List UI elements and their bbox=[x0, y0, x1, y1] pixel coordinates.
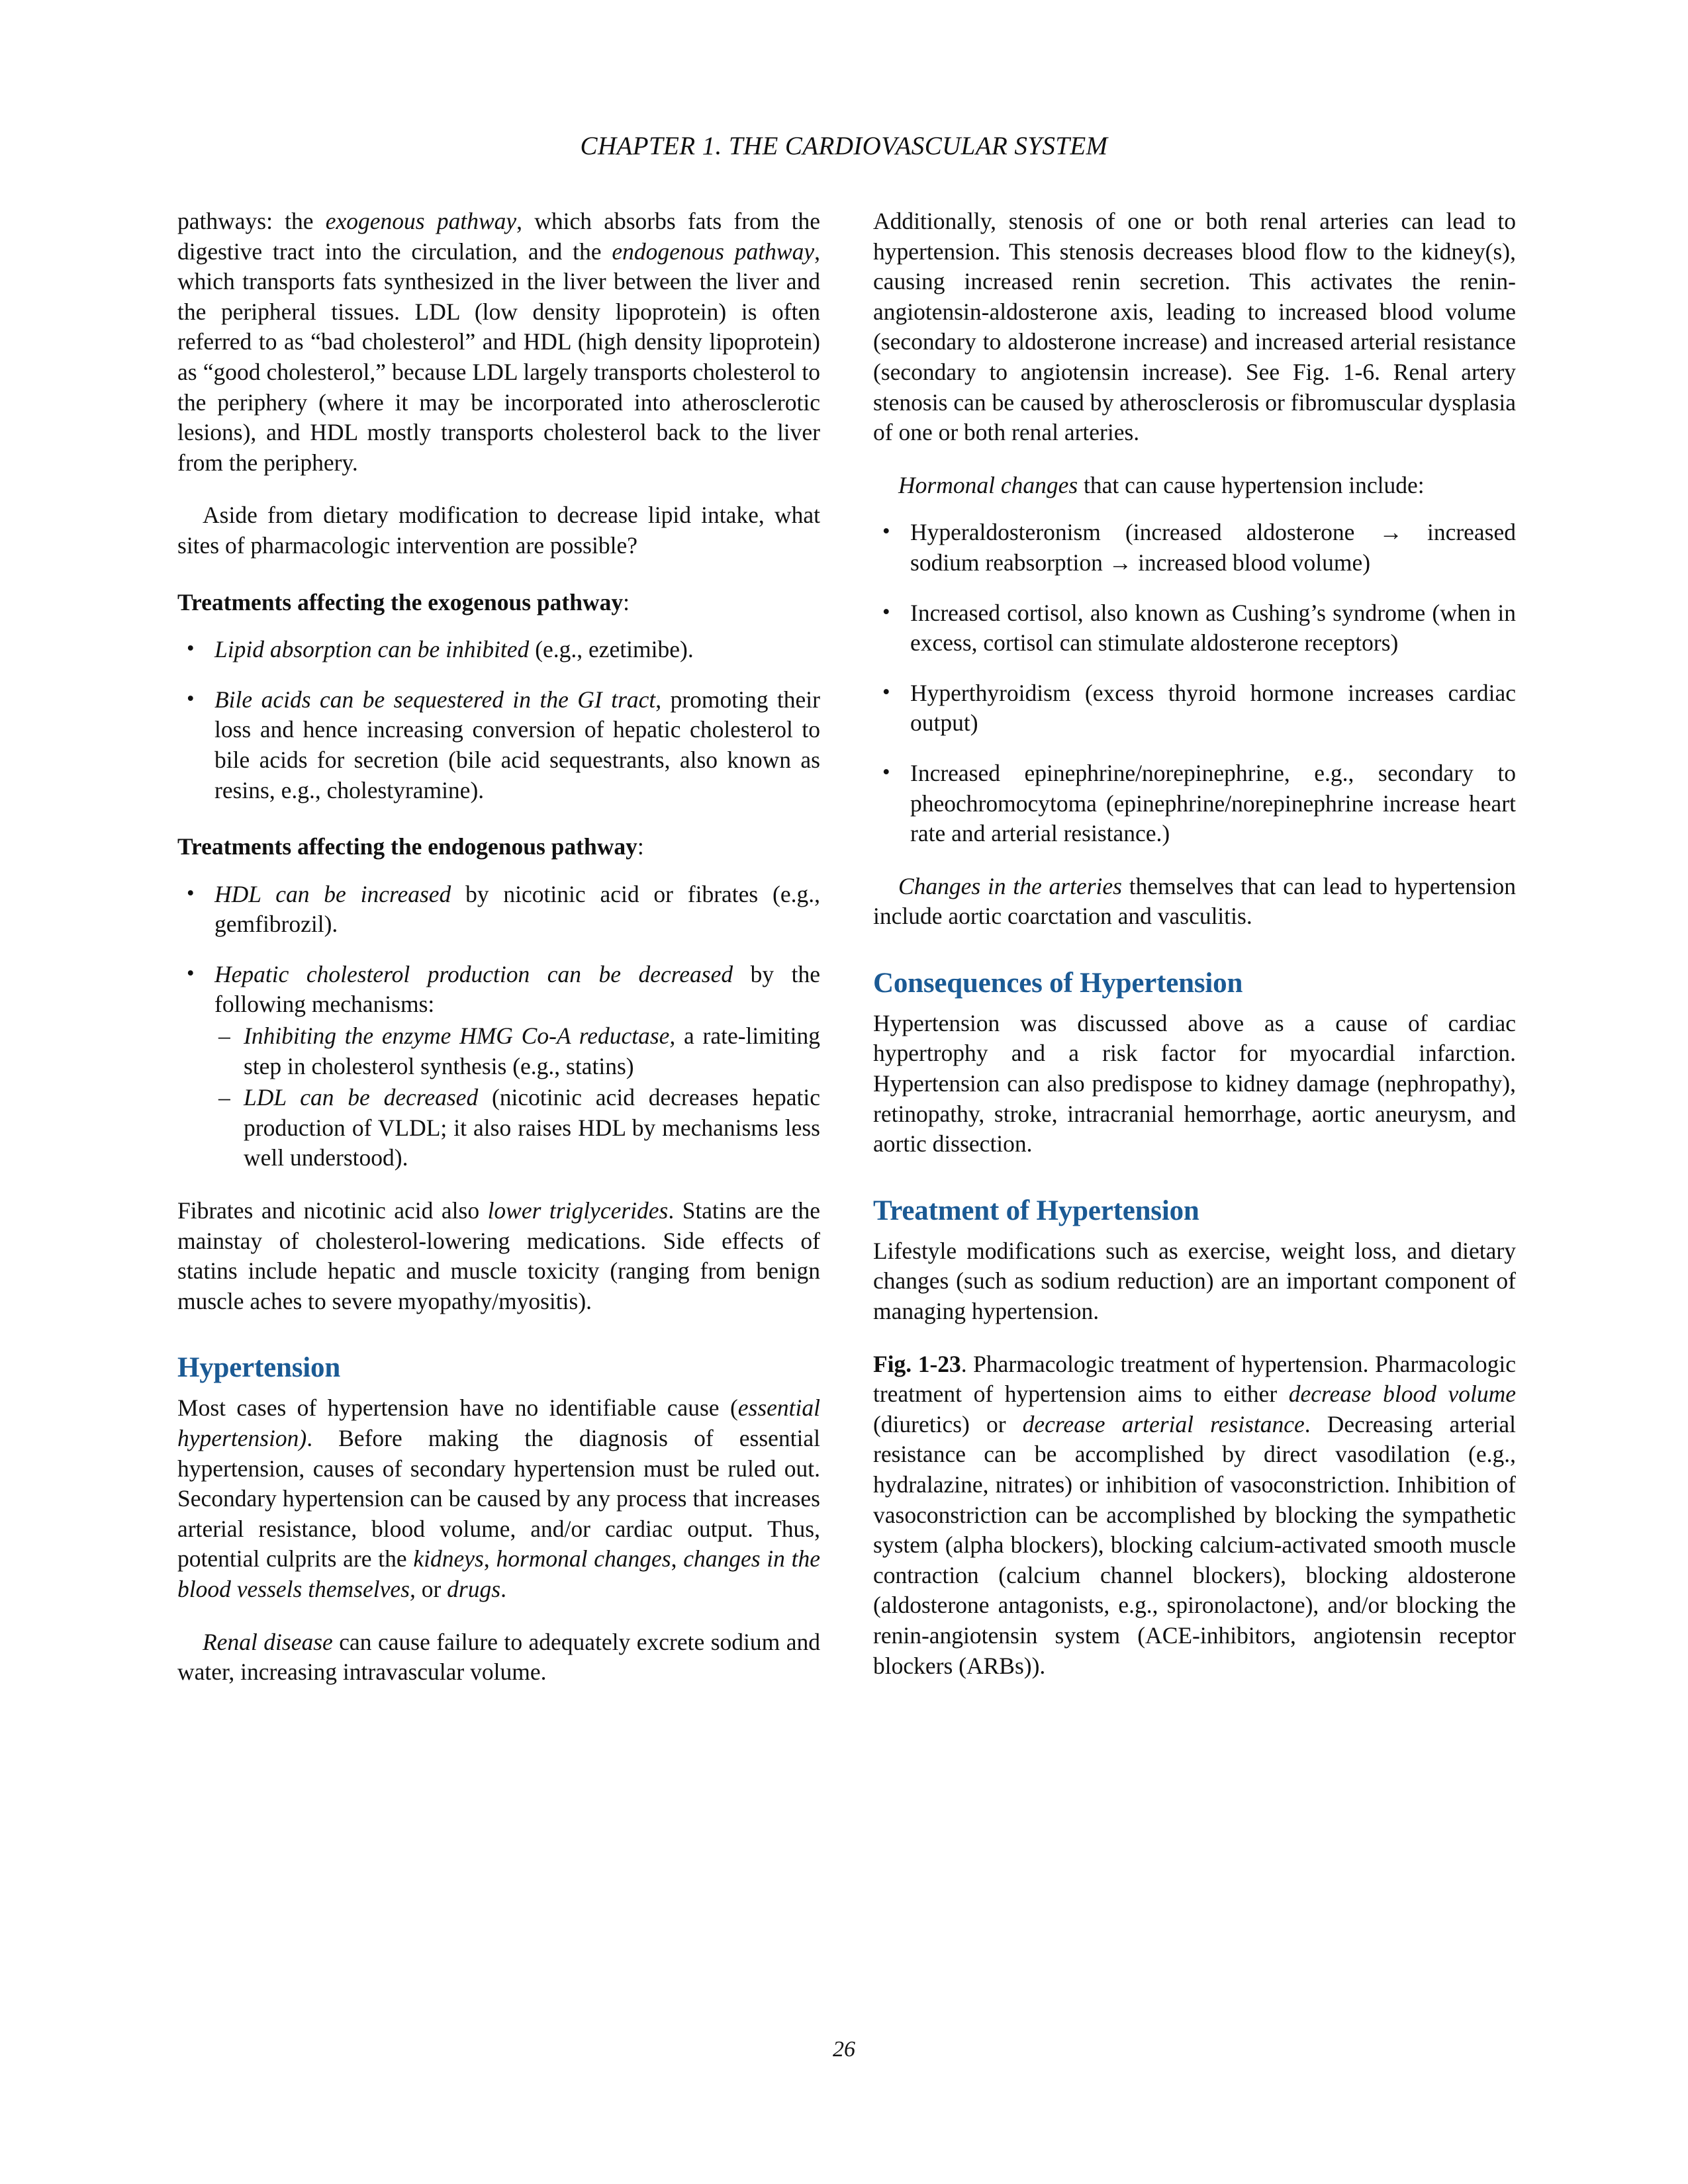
text-run: . Pharmacologic treatment of hypertension. Pharmacologic treatment of hypertension aims to either bbox=[873, 1350, 1517, 1408]
bullet-list-hormonal-causes bbox=[873, 518, 1516, 848]
italic-run: decrease arterial resistance bbox=[1022, 1410, 1305, 1437]
italic-run: LDL can be decreased bbox=[244, 1084, 479, 1111]
running-head: CHAPTER 1. THE CARDIOVASCULAR SYSTEM bbox=[580, 132, 1108, 160]
list-item: • Hyperaldosteronism (increased aldosterone → increased sodium reabsorption → increased blood volume) bbox=[873, 518, 1516, 578]
italic-run: Hormonal changes bbox=[898, 471, 1078, 498]
list-item: • Increased cortisol, also known as Cushing’s syndrome (when in excess, cortisol can stimulate aldosterone receptors) bbox=[873, 598, 1516, 659]
text-run: that can cause hypertension include: bbox=[1078, 471, 1425, 498]
paragraph-renal-stenosis: Additionally, stenosis of one or both renal arteries can lead to hypertension. This stenosis decreases blood flow to the kidney(s), causing increased renin secretion. This activates the renin-angiotensin-aldosterone axis, leading to increased blood volume (secondary to aldosterone increase) and increased arterial resistance (secondary to angiotensin increase). See Fig. 1-6. Renal artery stenosis can be caused by atherosclerosis or fibromuscular dysplasia of one or both renal arteries. bbox=[873, 208, 1516, 446]
text-run: . Decreasing arterial resistance can be accomplished by direct vasodilation (e.g., hydralazine, nitrates) or inhibition of vasoconstriction. Inhibition of vasoconstriction can be accomplished by blocking the sympathetic system (alpha blockers), blocking calcium-activated smooth muscle contraction (calcium channel blockers), blocking aldosterone (aldosterone antagonists, e.g., spironolactone), and/or blocking the renin-angiotensin system (ACE-inhibitors, angiotensin receptor blockers (ARBs)). bbox=[873, 1410, 1516, 1679]
text-run: by the following mechanisms: bbox=[214, 960, 820, 1018]
paragraph-renal-disease bbox=[177, 1627, 820, 1688]
italic-run: Bile acids can be sequestered in the GI tract bbox=[214, 686, 656, 713]
list-item bbox=[177, 635, 820, 665]
lead-bold: Treatments affecting the exogenous pathway bbox=[177, 588, 624, 615]
sub-list-item bbox=[214, 1083, 820, 1173]
lead-tail: : bbox=[637, 833, 644, 860]
text-run: . bbox=[500, 1575, 506, 1602]
text-run: , bbox=[671, 1545, 684, 1572]
bullet-list-exogenous bbox=[177, 635, 820, 805]
lead-treatments-exogenous bbox=[177, 588, 820, 618]
italic-run: lower triglycerides bbox=[487, 1197, 669, 1224]
paragraph-fibrates bbox=[177, 1196, 820, 1316]
paragraph-hormonal-changes bbox=[873, 471, 1516, 501]
text-run: , promoting their loss and hence increasing conversion of hepatic cholesterol to bile acids for secretion (bile acid sequestrants, also known as resins, e.g., cholestyramine). bbox=[214, 686, 820, 803]
lead-bold: Treatments affecting the endogenous pathway bbox=[177, 833, 637, 860]
text-run: by nicotinic acid or fibrates (e.g., gemfibrozil). bbox=[214, 880, 820, 938]
italic-run: exogenous pathway bbox=[325, 208, 517, 234]
section-heading-consequences: Consequences of Hypertension bbox=[873, 967, 1243, 999]
two-column-body bbox=[177, 206, 1516, 1688]
italic-run: kidneys bbox=[413, 1545, 484, 1572]
bullet-list-endogenous bbox=[177, 880, 820, 1173]
lead-tail: : bbox=[623, 588, 630, 615]
paragraph-aside: Aside from dietary modification to decrease lipid intake, what sites of pharmacologic intervention are possible? bbox=[177, 502, 820, 559]
list-item bbox=[177, 880, 820, 940]
text-run: or bbox=[415, 1575, 447, 1602]
section-heading-hypertension: Hypertension bbox=[177, 1352, 341, 1384]
text-run: a rate-limiting step in cholesterol synthesis (e.g., statins) bbox=[244, 1023, 820, 1079]
text-run: , which transports fats synthesized in the liver between the liver and the peripheral tissues. LDL (low density lipoprotein) is often referred to as “bad cholesterol” and HDL (high density lipoprotein) as “good cholesterol,” because LDL largely transports cholesterol to the periphery (where it may be incorporated into atherosclerotic lesions), and HDL mostly transports cholesterol back to the liver from the periphery. bbox=[177, 238, 820, 476]
paragraph-hypertension-causes bbox=[177, 1393, 820, 1604]
sub-list-item bbox=[214, 1021, 820, 1081]
text-run: pathways: the bbox=[177, 208, 326, 234]
italic-run: Inhibiting the enzyme HMG Co-A reductase, bbox=[244, 1023, 676, 1050]
text-run: . Statins are the mainstay of cholesterol-lowering medications. Side effects of statins include hepatic and muscle toxicity (ranging from benign muscle aches to severe myopathy/myositis). bbox=[177, 1197, 821, 1314]
italic-run: Lipid absorption can be inhibited bbox=[214, 636, 530, 663]
italic-run: changes in the blood vessels themselves, bbox=[177, 1545, 821, 1602]
paragraph-consequences: Hypertension was discussed above as a cause of cardiac hypertrophy and a risk factor for myocardial infarction. Hypertension can also predispose to kidney damage (nephropathy), retinopathy, stroke, intracranial hemorrhage, aortic aneurysm, and aortic dissection. bbox=[873, 1009, 1516, 1158]
italic-run: decrease blood volume bbox=[1288, 1381, 1516, 1408]
list-item: • Increased epinephrine/norepinephrine, e.g., secondary to pheochromocytoma (epinephrine/norepinephrine increase heart rate and arterial resistance.) bbox=[873, 758, 1516, 849]
page-number: 26 bbox=[833, 2037, 855, 2062]
section-heading-treatment: Treatment of Hypertension bbox=[873, 1195, 1199, 1226]
italic-run: endogenous pathway bbox=[612, 238, 815, 265]
italic-run: HDL can be increased bbox=[214, 880, 451, 907]
paragraph-figure-caption bbox=[873, 1349, 1516, 1682]
left-column bbox=[177, 206, 820, 1688]
italic-run: Changes in the arteries bbox=[898, 872, 1122, 899]
italic-run: hormonal changes bbox=[496, 1545, 671, 1572]
sub-list-mechanisms bbox=[214, 1021, 820, 1173]
right-column bbox=[873, 206, 1516, 1681]
text-run: themselves that can lead to hypertension include aortic coarctation and vasculitis. bbox=[873, 872, 1516, 930]
italic-run: drugs bbox=[447, 1575, 501, 1602]
paragraph-lifestyle: Lifestyle modifications such as exercise, weight loss, and dietary changes (such as sodium reduction) are an important component of managing hypertension. bbox=[873, 1237, 1516, 1325]
text-run: (nicotinic acid decreases hepatic production of VLDL; it also raises HDL by mechanisms less well understood). bbox=[244, 1084, 820, 1171]
list-item bbox=[177, 685, 820, 805]
paragraph-pathways bbox=[177, 206, 820, 478]
text-run: (e.g., ezetimibe). bbox=[529, 636, 694, 663]
italic-run: essential hypertension) bbox=[177, 1394, 820, 1451]
text-run: Fibrates and nicotinic acid also bbox=[177, 1197, 488, 1224]
text-run: Most cases of hypertension have no identifiable cause ( bbox=[177, 1394, 738, 1422]
italic-run: Renal disease bbox=[203, 1628, 333, 1655]
text-run: , bbox=[483, 1545, 496, 1572]
lead-treatments-endogenous bbox=[177, 832, 820, 862]
text-run: . Before making the diagnosis of essential hypertension, causes of secondary hypertension must be ruled out. Secondary hypertension can be caused by any process that increases arterial resistance, blood volume, and/or cardiac output. Thus, potential culprits are the bbox=[177, 1425, 820, 1572]
text-run: can cause failure to adequately excrete sodium and water, increasing intravascular volume. bbox=[177, 1628, 820, 1686]
italic-run: Hepatic cholesterol production can be decreased bbox=[214, 960, 733, 987]
figure-label: Fig. 1-23 bbox=[873, 1350, 961, 1377]
list-item bbox=[177, 960, 820, 1173]
paragraph-arterial-changes bbox=[873, 872, 1516, 932]
list-item: • Hyperthyroidism (excess thyroid hormone increases cardiac output) bbox=[873, 678, 1516, 739]
text-run: (diuretics) or bbox=[873, 1410, 1023, 1437]
text-run: , which absorbs fats from the digestive tract into the circulation, and the bbox=[177, 208, 820, 265]
